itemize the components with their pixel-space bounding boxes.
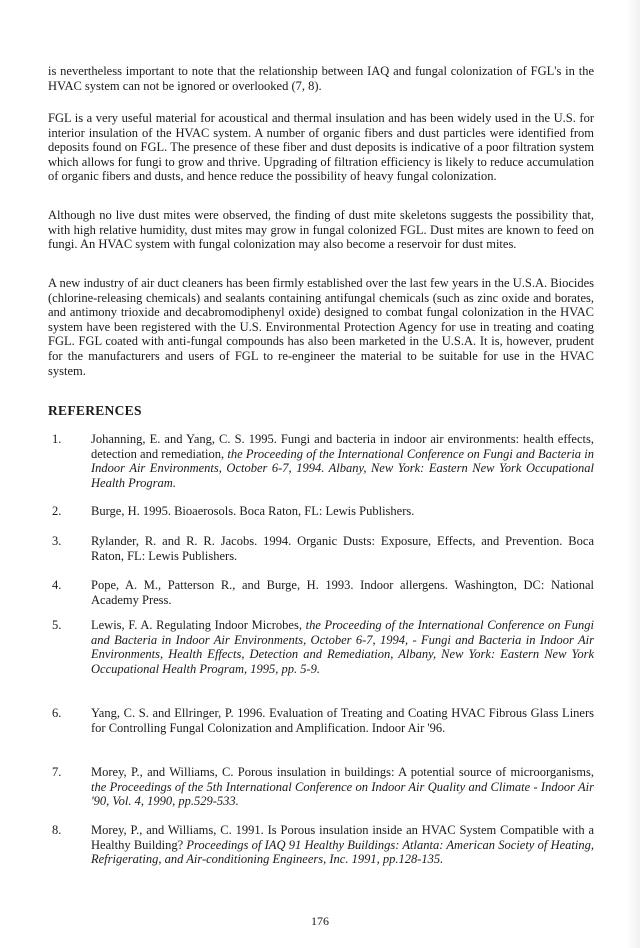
reference-text xyxy=(91,706,594,735)
reference-text xyxy=(91,534,594,563)
reference-citation: Rylander, R. and R. R. Jacobs. 1994. Organic Dusts: Exposure, Effects, and Prevention. Boca Raton, FL: Lewis Publishers. xyxy=(91,534,594,563)
reference-number: 1. xyxy=(52,432,62,446)
scan-shadow-edge xyxy=(626,0,640,948)
reference-number: 2. xyxy=(52,504,62,518)
reference-number: 4. xyxy=(52,578,62,592)
references-heading: REFERENCES xyxy=(48,403,142,418)
reference-text xyxy=(91,578,594,607)
reference-text xyxy=(91,504,594,519)
reference-text xyxy=(91,432,594,490)
reference-source: the Proceeding of the International Conference on Fungi and Bacteria in Indoor Air Environments, October 6-7, 1994. Albany, New York: Eastern New York Occupational Health Program. xyxy=(91,446,594,490)
reference-text xyxy=(91,618,594,676)
paragraph-text: FGL is a very useful material for acoustical and thermal insulation and has been widely used in the U.S. for interior insulation of the HVAC system. A number of organic fibers and dust particles were identified from deposits found on FGL. The presence of these fiber and dust deposits is indicative of a poor filtration system which allows for fungi to grow and thrive. Upgrading of filtration efficiency is likely to reduce accumulation of organic fibers and dusts, and hence reduce the possibility of heavy fungal colonization. xyxy=(48,111,594,184)
reference-number: 5. xyxy=(52,618,62,632)
reference-number: 7. xyxy=(52,765,62,779)
reference-citation: Johanning, E. and Yang, C. S. 1995. Fungi and bacteria in indoor air environments: health effects, detection and remediation, xyxy=(91,432,594,461)
reference-source: the Proceeding of the International Conference on Fungi and Bacteria in Indoor Air Environments, October 6-7, 1994, - Fungi and Bacteria in Indoor Air Environments, Health Effects, Detection and Remediation, Albany, New York: Eastern New York Occupational Health Program, 1995, pp. 5-9. xyxy=(91,618,594,676)
body-paragraph xyxy=(48,64,594,93)
reference-citation: Morey, P., and Williams, C. Porous insulation in buildings: A potential source of microorganisms, xyxy=(91,765,594,779)
paragraph-text: A new industry of air duct cleaners has been firmly established over the last few years in the U.S.A. Biocides (chlorine-releasing chemicals) and sealants containing antifungal chemicals (such as zinc oxide and borates, and antimony trioxide and decabromodiphenyl oxide) designed to combat fungal colonization in the HVAC system have been registered with the U.S. Environmental Protection Agency for use in treating and coating FGL. FGL coated with anti-fungal compounds has also been marketed in the U.S.A. It is, however, prudent for the manufacturers and users of FGL to re-engineer the material to be suitable for use in the HVAC system. xyxy=(48,276,594,378)
reference-citation: Lewis, F. A. Regulating Indoor Microbes, xyxy=(91,618,306,632)
reference-number: 6. xyxy=(52,706,62,720)
reference-number: 3. xyxy=(52,534,62,548)
reference-number: 8. xyxy=(52,823,62,837)
reference-source: Proceedings of IAQ 91 Healthy Buildings: Atlanta: American Society of Heating, Refrigerating, and Air-conditioning Engineers, Inc. 1991, pp.128-135. xyxy=(91,837,594,867)
reference-citation: Yang, C. S. and Ellringer, P. 1996. Evaluation of Treating and Coating HVAC Fibrous Glass Liners for Controlling Fungal Colonization and Amplification. Indoor Air '96. xyxy=(91,706,594,735)
reference-citation: Pope, A. M., Patterson R., and Burge, H. 1993. Indoor allergens. Washington, DC: National Academy Press. xyxy=(91,578,594,607)
paragraph-text: is nevertheless important to note that the relationship between IAQ and fungal colonization of FGL's in the HVAC system can not be ignored or overlooked (7, 8). xyxy=(48,64,594,93)
reference-citation: Morey, P., and Williams, C. 1991. Is Porous insulation inside an HVAC System Compatible with a Healthy Building? xyxy=(91,823,594,852)
body-paragraph xyxy=(48,208,594,252)
reference-source: the Proceedings of the 5th International Conference on Indoor Air Quality and Climate - Indoor Air '90, Vol. 4, 1990, pp.529-533. xyxy=(91,779,594,809)
paragraph-text: Although no live dust mites were observed, the finding of dust mite skeletons suggests the possibility that, with high relative humidity, dust mites may grow in fungal colonized FGL. Dust mites are known to feed on fungi. An HVAC system with fungal colonization may also become a reservoir for dust mites. xyxy=(48,208,594,252)
reference-text xyxy=(91,765,594,809)
reference-text xyxy=(91,823,594,867)
body-paragraph xyxy=(48,111,594,184)
page-number: 176 xyxy=(311,914,329,928)
reference-citation: Burge, H. 1995. Bioaerosols. Boca Raton, FL: Lewis Publishers. xyxy=(91,504,415,518)
body-paragraph xyxy=(48,276,594,378)
